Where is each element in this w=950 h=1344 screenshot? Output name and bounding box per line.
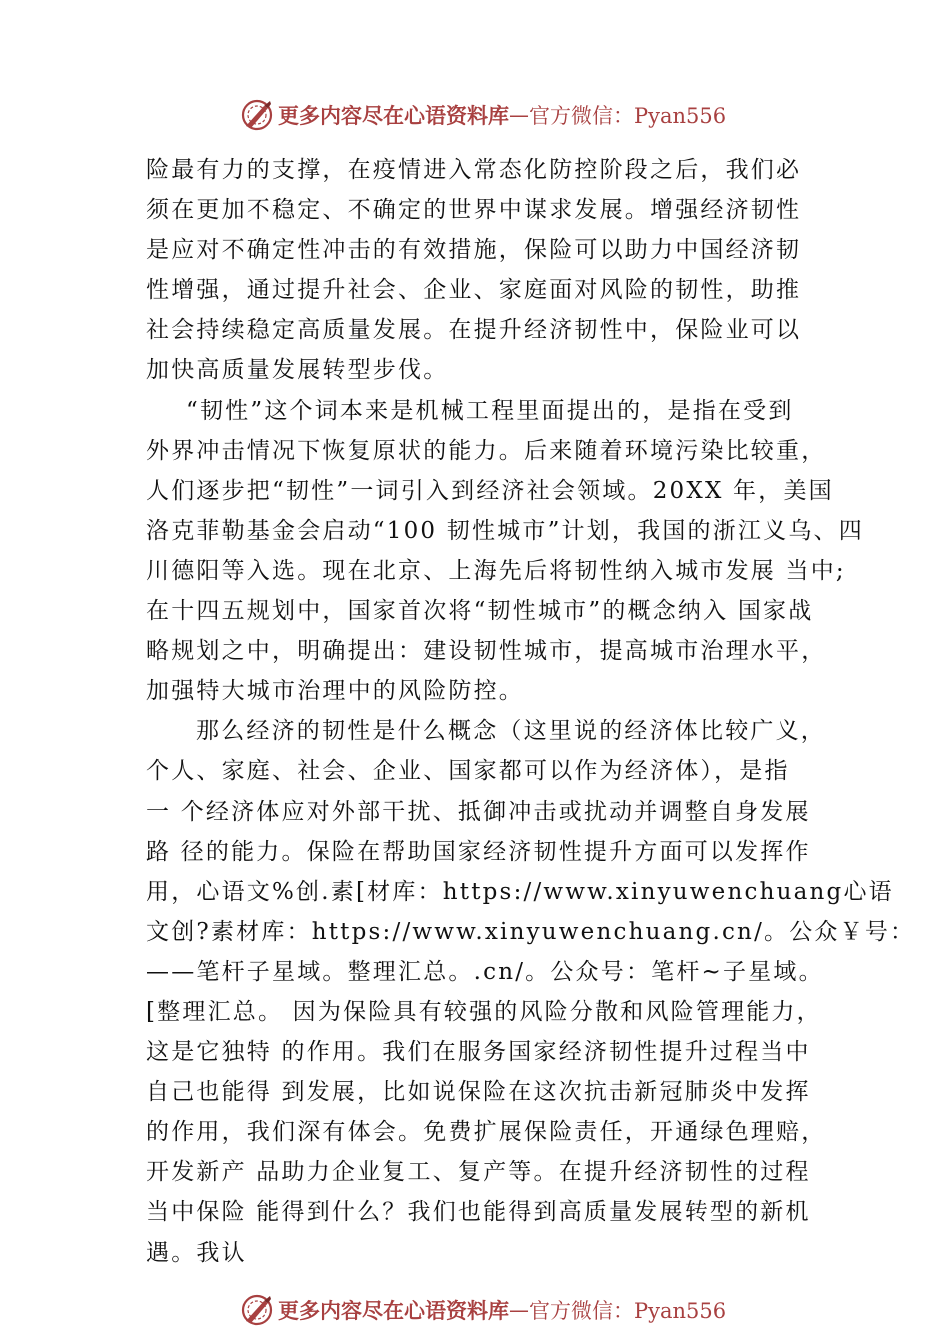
brush-pen-logo-icon: [240, 98, 274, 132]
paragraph-3: [146, 711, 916, 1272]
banner-wechat-text: 官方微信：Pyan556: [529, 104, 727, 128]
banner-dash: —: [509, 103, 529, 127]
text-line: 是应对不确定性冲击的有效措施，保险可以助力中国经济韧: [146, 237, 802, 264]
text-line: 自己也能得 到发展，比如说保险在这次抗击新冠肺炎中发挥: [146, 1079, 811, 1106]
banner-dash: —: [509, 1298, 529, 1322]
brush-pen-logo-icon: [240, 1293, 274, 1327]
header-banner: [0, 95, 950, 135]
text-line: 略规划之中，明确提出：建设韧性城市，提高城市治理水平，: [146, 638, 827, 665]
text-line: 人们逐步把“韧性”一词引入到经济社会领域。20XX 年，美国: [146, 477, 834, 504]
text-line: 个人、家庭、社会、企业、国家都可以作为经济体），是指: [146, 758, 790, 785]
text-line: 那么经济的韧性是什么概念（这里说的经济体比较广义，: [196, 718, 826, 745]
paragraph-2: [146, 391, 864, 712]
banner-content: [240, 1290, 726, 1330]
text-line: 川德阳等入选。现在北京、上海先后将韧性纳入城市发展 当中;: [146, 557, 846, 584]
paragraph-1: [146, 150, 846, 391]
text-line: 当中保险 能得到什么？我们也能得到高质量发展转型的新机: [146, 1199, 811, 1226]
banner-brand-text: 更多内容尽在心语资料库: [278, 1298, 509, 1323]
document-body: [146, 150, 916, 1273]
text-line: 社会持续稳定高质量发展。在提升经济韧性中，保险业可以: [146, 317, 802, 344]
text-line: “韧性”这个词本来是机械工程里面提出的，是指在受到: [186, 397, 794, 424]
text-line: 加强特大城市治理中的风险防控。: [146, 678, 524, 705]
text-line: 洛克菲勒基金会启动“100 韧性城市”计划，我国的浙江义乌、四: [146, 517, 864, 544]
text-line: 遇。我认: [146, 1239, 247, 1266]
text-line: 险最有力的支撑，在疫情进入常态化防控阶段之后，我们必: [146, 157, 802, 183]
text-line: 加快高质量发展转型步伐。: [146, 357, 449, 384]
text-line: 的作用，我们深有体会。免费扩展保险责任，开通绿色理赔，: [146, 1119, 827, 1146]
banner-wechat-text: 官方微信：Pyan556: [529, 1299, 727, 1323]
text-line: 外界冲击情况下恢复原状的能力。后来随着环境污染比较重，: [146, 437, 827, 464]
text-line: 性增强，通过提升社会、企业、家庭面对风险的韧性，助推: [146, 277, 802, 304]
text-line: [整理汇总。 因为保险具有较强的风险分散和风险管理能力，: [146, 998, 822, 1025]
text-line: 一 个经济体应对外部干扰、抵御冲击或扰动并调整自身发展: [146, 798, 811, 825]
text-line: 路 径的能力。保险在帮助国家经济韧性提升方面可以发挥作: [146, 838, 811, 865]
text-line: ——笔杆子星域。整理汇总。.cn/。公众号：笔杆~子星域。: [146, 958, 824, 985]
text-line: 这是它独特 的作用。我们在服务国家经济韧性提升过程当中: [146, 1039, 811, 1066]
text-line: 文创?素材库：https://www.xinyuwenchuang.cn/。公众￥号：: [146, 918, 916, 945]
text-line: 须在更加不稳定、不确定的世界中谋求发展。增强经济韧性: [146, 197, 802, 224]
banner-content: [240, 95, 726, 135]
text-line: 在十四五规划中，国家首次将“韧性城市”的概念纳入 国家战: [146, 598, 814, 625]
footer-banner: [0, 1290, 950, 1330]
text-line: 开发新产 品助力企业复工、复产等。在提升经济韧性的过程: [146, 1159, 811, 1186]
banner-brand-text: 更多内容尽在心语资料库: [278, 103, 509, 128]
text-line: 用，心语文%创.素[材库：https://www.xinyuwenchuang心语: [146, 878, 894, 905]
